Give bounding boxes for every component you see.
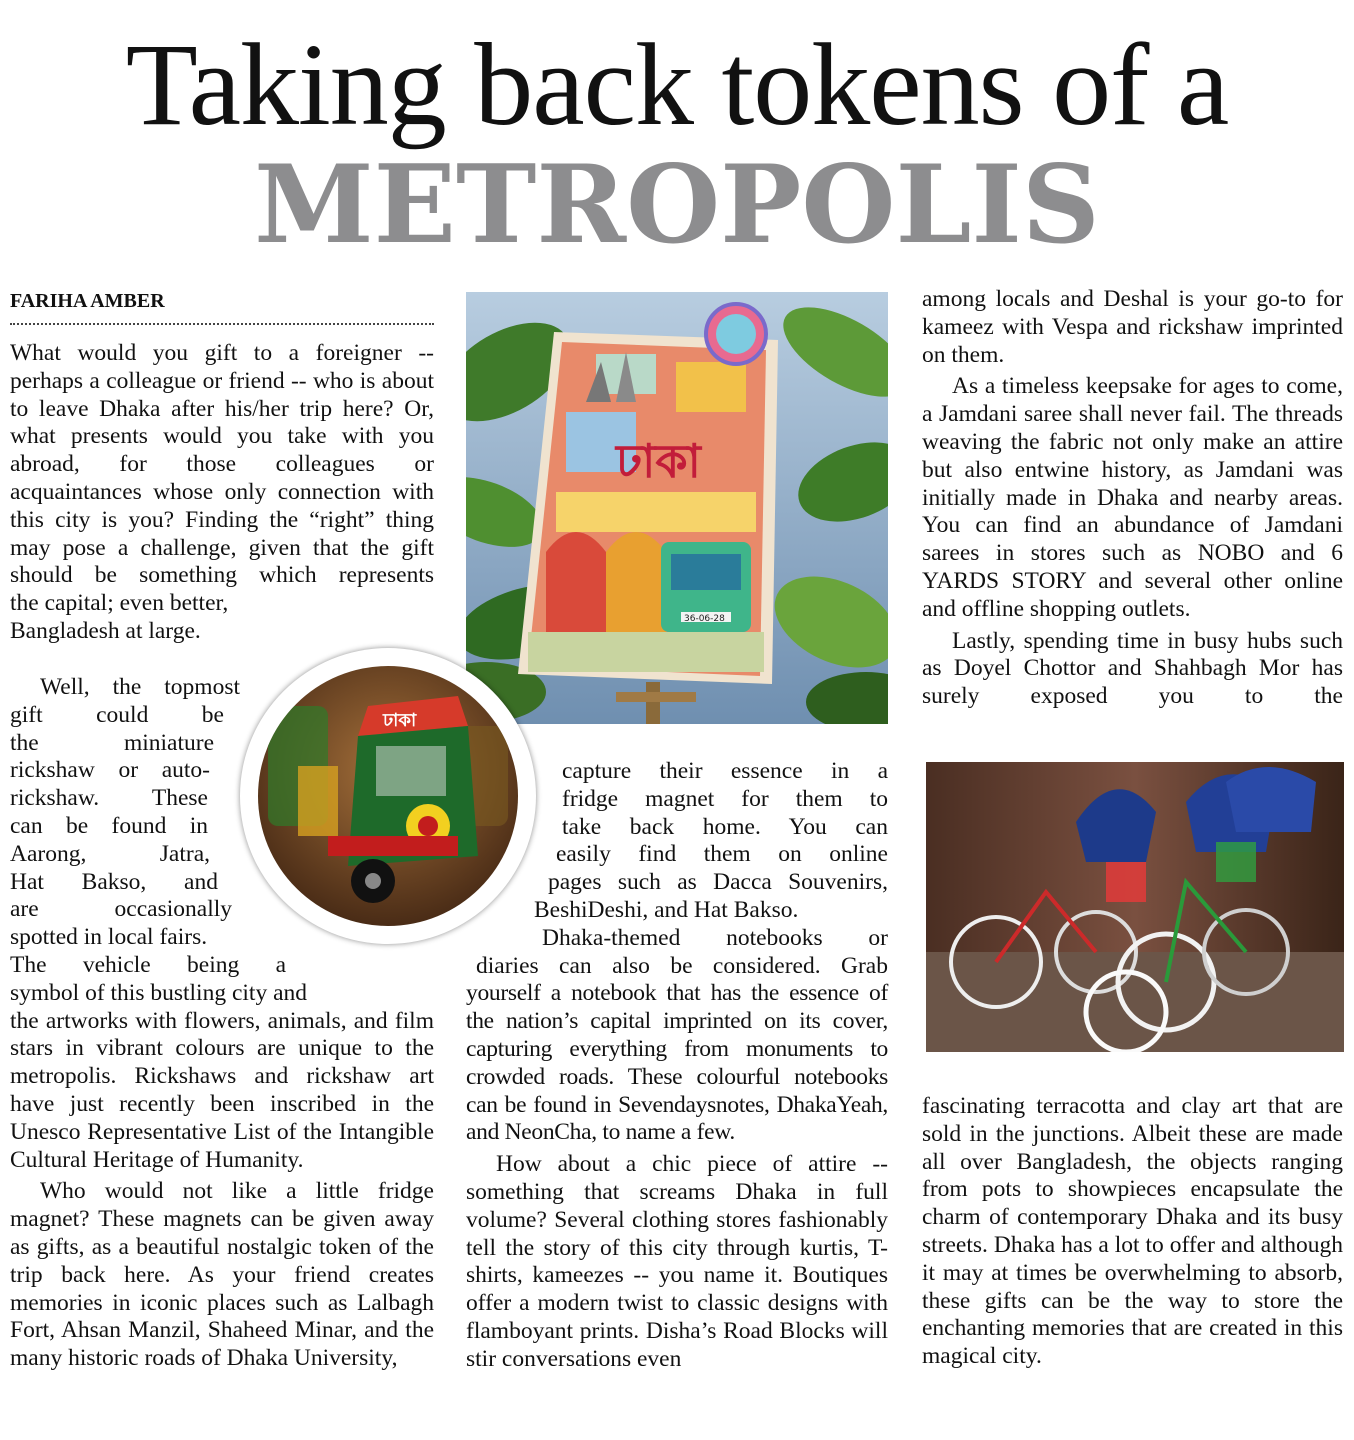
wrap-line: the miniature [10,729,214,756]
bicycles-photo [926,762,1344,1052]
miniature-auto-rickshaw-photo-icon [258,666,518,926]
wrap-line: The vehicle being a [10,951,286,978]
paragraph-1a: What would you gift to a foreigner -- perhaps a colleague or friend -- who is about to leave Dhaka after his/her trip here? Or, what presents would you take with you abroad, for those colleagues or acquaintances whose only connection with this city is you? Finding the “right” thing may pose a challenge, given that the gift should be something which represents [10,340,434,589]
rickshaw-circle-photo [258,666,518,926]
miniature-rickshaw-bicycles-photo-icon [926,762,1344,1052]
column-3-bottom [922,1093,1343,1371]
paragraph-terracotta: fascinating terracotta and clay art that are sold in the junctions. Albeit these are made all over Bangladesh, the objects ranging from pots to showpieces encapsulate the charm of contemporary Dhaka and its busy streets. Dhaka has a lot to offer and although it may at times be overwhelming to absorb, these gifts can be the way to store the enchanting memories that are created in this magical city. [922,1093,1343,1370]
wrap-line: Aarong, Jatra, [10,840,210,867]
paragraph-notebooks-rest: yourself a notebook that has the essence of the nation’s capital imprinted on its cover, capturing everything from monuments to crowded roads. These colourful notebooks can be found in Sevendaysnotes, DhakaYeah, and NeonCha, to name a few. [466,980,888,1146]
wrap-line: pages such as Dacca Souvenirs, [548,869,888,896]
column-2-wrap [466,758,888,1374]
wrap-line: Dhaka-themed notebooks or [542,924,888,951]
wrap-line: rickshaw. These [10,785,208,812]
headline-line-2: METROPOLIS [254,142,1100,268]
paragraph-deshal: among locals and Deshal is your go-to for kameez with Vespa and rickshaw imprinted on them. [922,286,1343,368]
notebook-cover-title: ঢাকা [616,434,701,488]
column-1 [10,340,434,646]
wrap-line: are occasionally [10,896,232,923]
wrap-line: capture their essence in a [562,758,888,784]
paragraph-1c: Bangladesh at large. [10,617,201,644]
byline-divider [10,323,434,325]
paragraph-attire: How about a chic piece of attire -- something that screams Dhaka in full volume? Several clothing stores fashionably tell the story of this city through kurtis, T-shirts, kameezes -- you name it. Boutiques offer a modern twist to classic designs with flamboyant prints. Disha’s Road Blocks will stir conversations even [466,1151,888,1372]
dhaka-notebook-photo-icon [466,292,888,724]
wrap-line: symbol of this bustling city and [10,979,308,1006]
wrap-line: Hat Bakso, and [10,868,218,895]
wrap-line: spotted in local fairs. [10,924,208,951]
rickshaw-sign: ঢাকা [383,710,417,731]
wrap-line: fridge magnet for them to [562,785,888,812]
wrap-line: take back home. You can [562,813,888,840]
wrap-line: easily find them on online [556,841,888,868]
wrap-line: gift could be [10,701,224,728]
column-3 [922,286,1343,711]
headline-line-1: Taking back tokens of a [125,19,1229,150]
paragraph-1b: the capital; even better, [10,590,229,617]
wrap-line: rickshaw or auto- [10,757,210,784]
wrap-line: Well, the topmost [40,674,240,700]
plate-text: 36-06-28 [684,614,725,624]
rickshaw-circle-frame [240,648,536,944]
notebook-photo [466,292,888,724]
paragraph-3: Who would not like a little fridge magnet? These magnets can be given away as gifts, as a beautiful nostalgic token of the trip back here. As your friend creates memories in iconic places such as Lalbagh Fort, Ahsan Manzil, Shaheed Minar, and the many historic roads of Dhaka University, [10,1178,434,1372]
byline: FARIHA AMBER [10,290,165,312]
paragraph-hubs: Lastly, spending time in busy hubs such as Doyel Chottor and Shahbagh Mor has surely exposed you to the [922,627,1343,710]
wrap-line: BeshiDeshi, and Hat Bakso. [534,896,799,923]
paragraph-jamdani: As a timeless keepsake for ages to come, a Jamdani saree shall never fail. The threads weaving the fabric not only make an attire but also entwine history, as Jamdani was initially made in Dhaka and nearby areas. You can find an abundance of Jamdani sarees in stores such as NOBO and 6 YARDS STORY and several other online and offline shopping outlets. [922,373,1343,622]
wrap-line: diaries can also be considered. Grab [476,952,888,979]
paragraph-2-rest: the artworks with flowers, animals, and film stars in vibrant colours are unique to the metropolis. Rickshaws and rickshaw art have just recently been inscribed in the Unesco Representative List of the Intangible Cultural Heritage of Humanity. [10,1007,434,1173]
wrap-line: can be found in [10,812,208,839]
